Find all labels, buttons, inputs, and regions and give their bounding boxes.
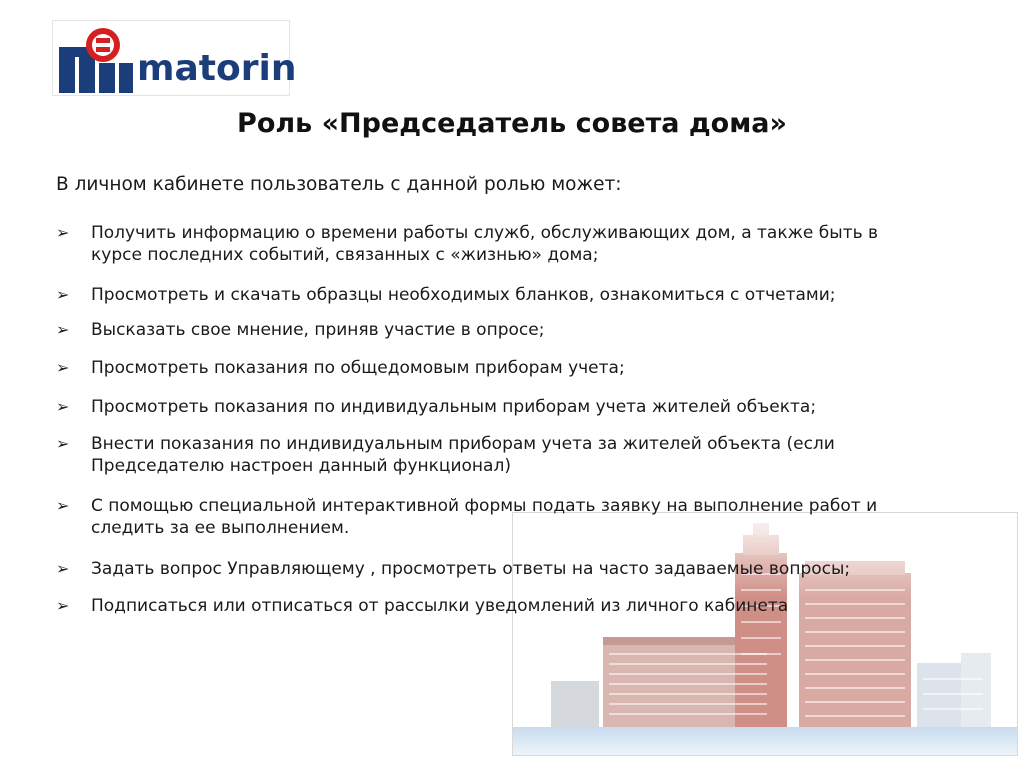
arrow-bullet-icon: ➢ bbox=[56, 496, 70, 515]
list-item-text-continued: Председателю настроен данный функционал) bbox=[91, 456, 511, 476]
arrow-bullet-icon: ➢ bbox=[56, 358, 70, 377]
list-item bbox=[54, 595, 991, 617]
list-item-text: Просмотреть показания по общедомовым приборам учета; bbox=[91, 358, 625, 378]
list-item-text-continued: следить за ее выполнением. bbox=[91, 518, 350, 538]
arrow-bullet-icon: ➢ bbox=[56, 285, 70, 304]
list-item bbox=[54, 284, 991, 306]
list-item bbox=[54, 222, 991, 266]
list-item bbox=[54, 495, 991, 539]
buildings-image bbox=[513, 513, 1017, 755]
list-item-text: С помощью специальной интерактивной формы подать заявку на выполнение работ и bbox=[91, 496, 878, 516]
arrow-bullet-icon: ➢ bbox=[56, 434, 70, 453]
list-item-text-continued: курсе последних событий, связанных с «жизнью» дома; bbox=[91, 245, 599, 265]
list-item-text: Просмотреть показания по индивидуальным приборам учета жителей объекта; bbox=[91, 397, 817, 417]
list-item bbox=[54, 357, 991, 379]
list-item-text: Просмотреть и скачать образцы необходимых бланков, ознакомиться с отчетами; bbox=[91, 285, 836, 305]
list-item-text: Внести показания по индивидуальным приборам учета за жителей объекта (если bbox=[91, 434, 835, 454]
page-title: Роль «Председатель совета дома» bbox=[237, 108, 787, 139]
arrow-bullet-icon: ➢ bbox=[56, 559, 70, 578]
list-item bbox=[54, 433, 991, 477]
buildings-illustration bbox=[512, 512, 1018, 756]
logo-emblem-icon bbox=[57, 25, 135, 93]
arrow-bullet-icon: ➢ bbox=[56, 223, 70, 242]
logo-wordmark: matorin bbox=[137, 48, 297, 89]
intro-text: В личном кабинете пользователь с данной ролью может: bbox=[56, 174, 622, 195]
list-item-text: Подписаться или отписаться от рассылки уведомлений из личного кабинета bbox=[91, 596, 789, 616]
list-item bbox=[54, 558, 991, 580]
list-item-text: Задать вопрос Управляющему , просмотреть ответы на часто задаваемые вопросы; bbox=[91, 559, 851, 579]
company-logo bbox=[52, 20, 297, 96]
arrow-bullet-icon: ➢ bbox=[56, 596, 70, 615]
list-item-text: Получить информацию о времени работы служб, обслуживающих дом, а также быть в bbox=[91, 223, 879, 243]
arrow-bullet-icon: ➢ bbox=[56, 320, 70, 339]
list-item bbox=[54, 396, 991, 418]
list-item-text: Высказать свое мнение, приняв участие в опросе; bbox=[91, 320, 545, 340]
arrow-bullet-icon: ➢ bbox=[56, 397, 70, 416]
list-item bbox=[54, 319, 991, 341]
